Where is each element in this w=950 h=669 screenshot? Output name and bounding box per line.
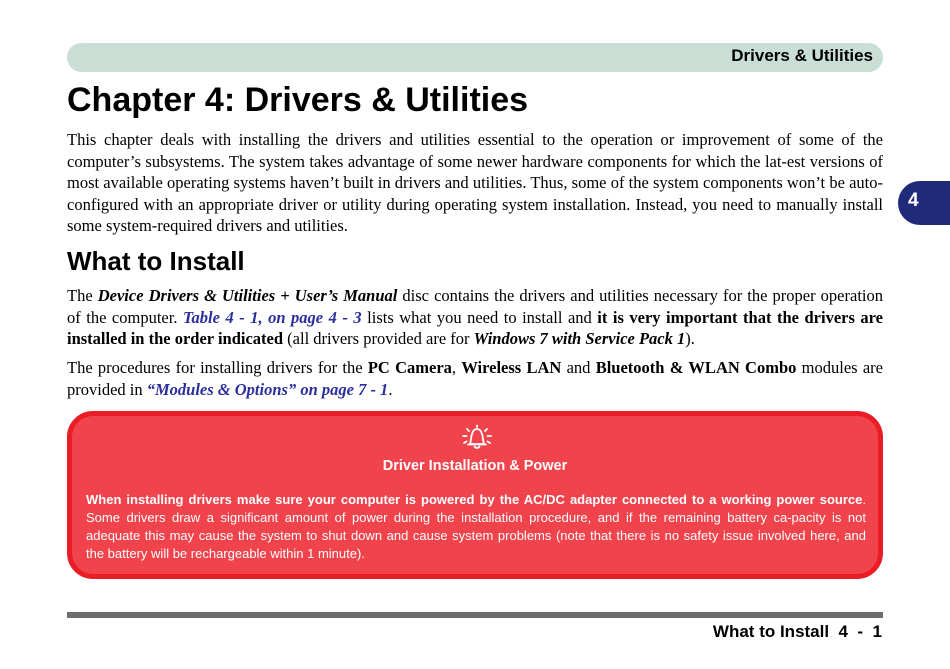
modules-and: and (561, 358, 596, 377)
modules-end: . (388, 379, 393, 399)
install-text-1: The (67, 286, 98, 305)
install-text-5: ). (685, 329, 695, 348)
modules-text-2: modules are provided in (67, 358, 883, 399)
footer-rule (67, 612, 883, 618)
install-text-4: (all drivers provided are for (283, 329, 474, 348)
header-title: Drivers & Utilities (731, 46, 873, 65)
section-title: What to Install (67, 246, 245, 276)
warning-title: Driver Installation & Power (382, 458, 568, 474)
warning-text (86, 491, 866, 563)
warning-body-text: . Some drivers draw a significant amount of power during the installation procedure, and if the remaining battery ca-pacity is not adequate this may cause the system to shut down and cause system problems (note that there is no safety issue involved here, and the battery will be rechargeable within 1 minute). (86, 492, 866, 561)
module-pc-camera: PC Camera (367, 358, 452, 377)
install-text-2: disc contains the drivers and utilities necessary for the proper operation of the computer. (67, 286, 883, 327)
module-bluetooth-wlan: Bluetooth & WLAN Combo (595, 358, 797, 377)
table-link[interactable]: Table 4 - 1, on page 4 - 3 (182, 307, 362, 327)
footer-page-label: What to Install 4 - 1 (712, 622, 882, 641)
important-note: it is very important that the drivers are installed in the order indicated (67, 307, 883, 348)
warning-box (67, 411, 883, 579)
modules-link[interactable]: “Modules & Options” on page 7 - 1 (146, 379, 389, 399)
install-paragraph (67, 285, 883, 350)
disc-name: Device Drivers & Utilities + User’s Manual (97, 286, 398, 305)
os-name: Windows 7 with Service Pack 1 (473, 329, 686, 348)
chapter-tab[interactable] (898, 181, 950, 225)
modules-text-1: The procedures for installing drivers for the (67, 358, 368, 377)
warning-bold-text: When installing drivers make sure your computer is powered by the AC/DC adapter connected to a working power source (86, 492, 863, 507)
module-wireless-lan: Wireless LAN (461, 358, 562, 377)
install-text-3: lists what you need to install and (361, 307, 598, 327)
alarm-bell-icon (460, 424, 494, 450)
chapter-title: Chapter 4: Drivers & Utilities (67, 81, 529, 119)
modules-separator: , (451, 358, 462, 377)
intro-paragraph: This chapter deals with installing the drivers and utilities essential to the operation or improvement of some of the computer’s subsystems. The system takes advantage of some newer hardware components for which the lat-est versions of most available operating systems haven’t built in drivers and utilities. Thus, some of the system components won’t be auto-configured with an appropriate driver or utility during operating system installation. Instead, you need to manually install some system-required drivers and utilities. (67, 130, 883, 235)
modules-paragraph (67, 357, 883, 400)
chapter-tab-number: 4 (908, 190, 919, 211)
header-bar (67, 43, 883, 72)
